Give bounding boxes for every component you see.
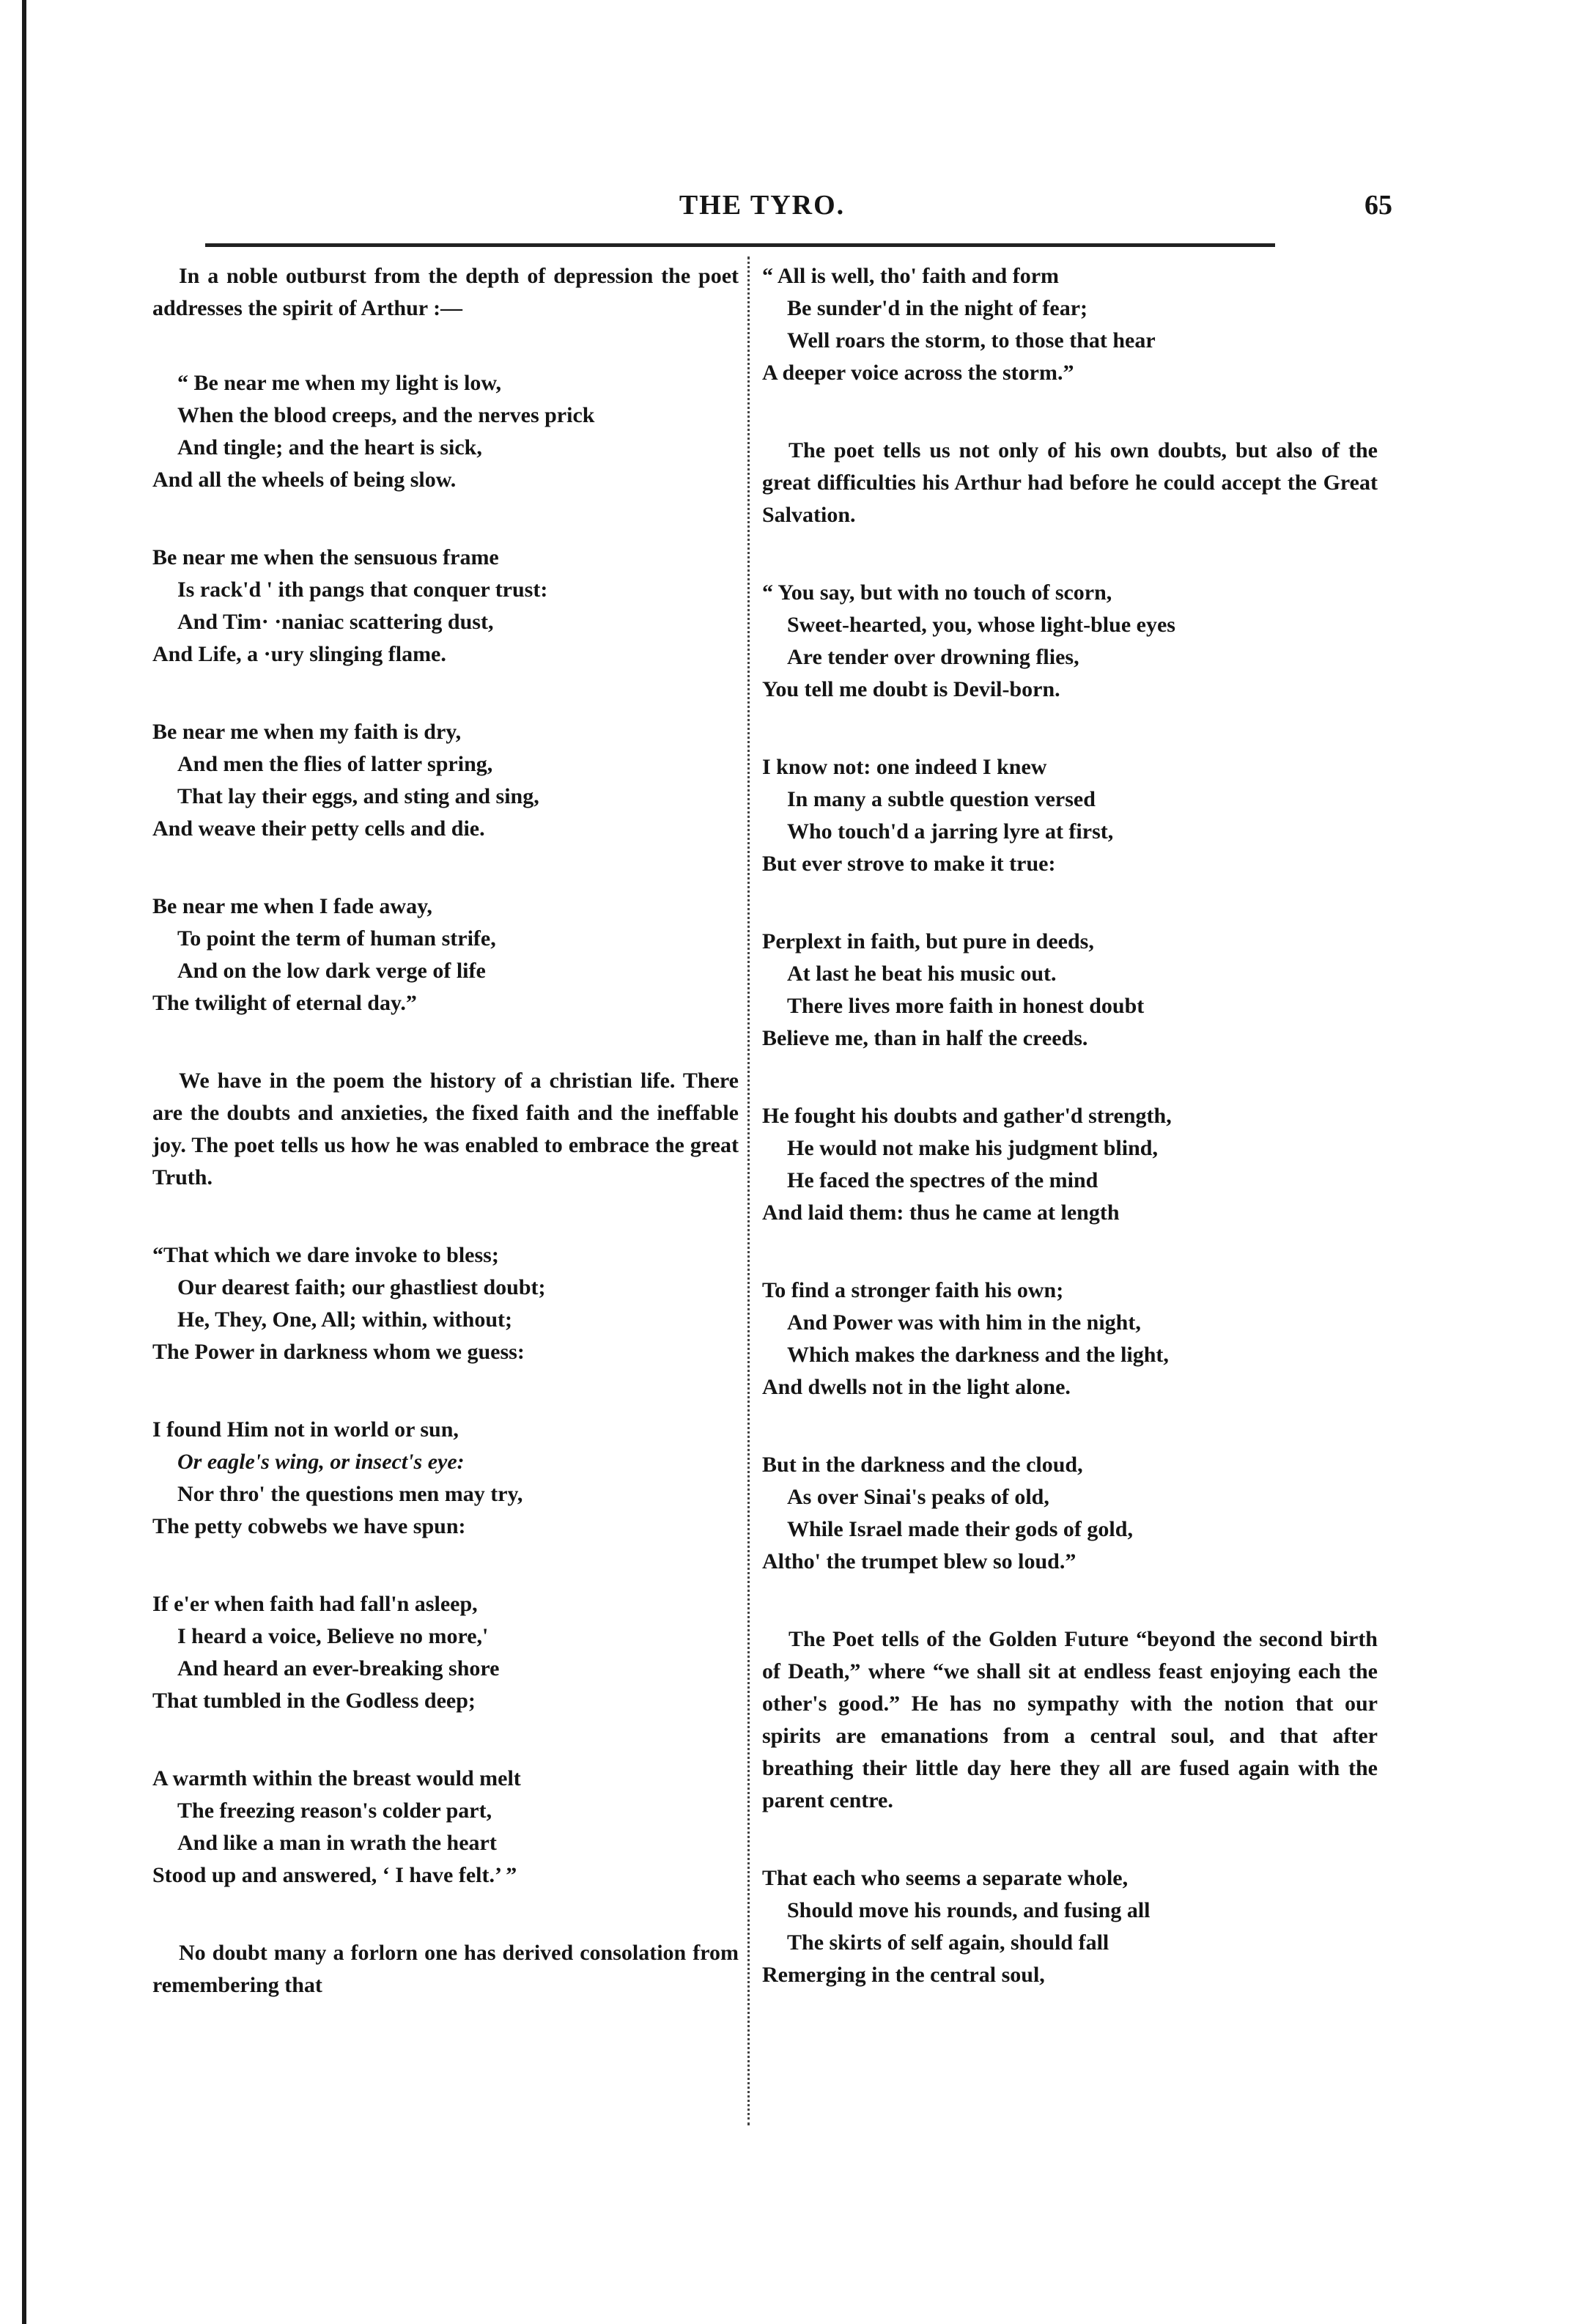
poem-line: But ever strove to make it true: bbox=[762, 852, 1056, 876]
poem-line: And tingle; and the heart is sick, bbox=[177, 435, 482, 460]
column-divider bbox=[747, 257, 750, 2125]
poem-line: At last he beat his music out. bbox=[787, 962, 1057, 986]
poem-line: As over Sinai's peaks of old, bbox=[787, 1485, 1049, 1509]
poem-line: I heard a voice, Believe no more,' bbox=[177, 1624, 489, 1648]
poem-line: And laid them: thus he came at length bbox=[762, 1200, 1120, 1225]
poem-stanza bbox=[762, 1862, 1378, 1991]
poem-line: Remerging in the central soul, bbox=[762, 1963, 1045, 1987]
poem-line: Sweet-hearted, you, whose light-blue eyes bbox=[787, 613, 1175, 637]
poem-stanza bbox=[762, 926, 1378, 1055]
poem-line: Our dearest faith; our ghastliest doubt; bbox=[177, 1275, 546, 1299]
poem-line: “ Be near me when my light is low, bbox=[177, 371, 501, 395]
poem-stanza bbox=[152, 542, 739, 671]
poem-line: “ You say, but with no touch of scorn, bbox=[762, 580, 1112, 605]
poem-stanza bbox=[152, 1414, 739, 1543]
poem-stanza bbox=[152, 890, 739, 1019]
poem-stanza bbox=[152, 1239, 739, 1368]
running-title: THE TYRO. bbox=[679, 190, 846, 221]
poem-line: And dwells not in the light alone. bbox=[762, 1375, 1071, 1399]
page-number: 65 bbox=[1364, 190, 1392, 221]
poem-line: The petty cobwebs we have spun: bbox=[152, 1514, 466, 1538]
poem-line: And like a man in wrath the heart bbox=[177, 1831, 497, 1855]
poem-stanza bbox=[762, 260, 1378, 389]
poem-line: A warmth within the breast would melt bbox=[152, 1766, 521, 1790]
poem-line: That each who seems a separate whole, bbox=[762, 1866, 1129, 1890]
poem-line: Well roars the storm, to those that hear bbox=[787, 328, 1156, 353]
poem-line: If e'er when faith had fall'n asleep, bbox=[152, 1592, 478, 1616]
poem-line: He would not make his judgment blind, bbox=[787, 1136, 1158, 1160]
poem-line: Should move his rounds, and fusing all bbox=[787, 1898, 1151, 1922]
poem-line: I know not: one indeed I knew bbox=[762, 755, 1047, 779]
poem-line: The Power in darkness whom we guess: bbox=[152, 1340, 525, 1364]
header-rule bbox=[205, 243, 1275, 247]
poem-line: “ All is well, tho' faith and form bbox=[762, 264, 1060, 288]
poem-stanza bbox=[152, 1588, 739, 1717]
right-column bbox=[762, 260, 1378, 2037]
poem-line: But in the darkness and the cloud, bbox=[762, 1453, 1083, 1477]
poem-line: There lives more faith in honest doubt bbox=[787, 994, 1145, 1018]
poem-line: The freezing reason's colder part, bbox=[177, 1799, 492, 1823]
poem-line: Be sunder'd in the night of fear; bbox=[787, 296, 1088, 320]
poem-line: He fought his doubts and gather'd strength, bbox=[762, 1104, 1172, 1128]
poem-line: And Tim· ·naniac scattering dust, bbox=[177, 610, 494, 634]
poem-line: Are tender over drowning flies, bbox=[787, 645, 1079, 669]
poem-line: The twilight of eternal day.” bbox=[152, 991, 417, 1015]
poem-stanza bbox=[762, 1449, 1378, 1578]
poem-line: When the blood creeps, and the nerves prick bbox=[177, 403, 595, 427]
poem-line: And weave their petty cells and die. bbox=[152, 816, 485, 841]
poem-line: Nor thro' the questions men may try, bbox=[177, 1482, 523, 1506]
left-column bbox=[152, 260, 739, 2047]
body-paragraph: No doubt many a forlorn one has derived consolation from remembering that bbox=[152, 1941, 739, 1997]
poem-line: “That which we dare invoke to bless; bbox=[152, 1243, 499, 1267]
page-header bbox=[132, 189, 1392, 233]
poem-stanza bbox=[152, 1763, 739, 1892]
poem-stanza bbox=[152, 367, 739, 496]
poem-line: He, They, One, All; within, without; bbox=[177, 1307, 513, 1332]
poem-stanza bbox=[762, 1100, 1378, 1229]
poem-line: And men the flies of latter spring, bbox=[177, 752, 493, 776]
poem-line: Be near me when my faith is dry, bbox=[152, 720, 462, 744]
poem-line: Who touch'd a jarring lyre at first, bbox=[787, 819, 1114, 844]
poem-stanza bbox=[762, 751, 1378, 880]
poem-line: To point the term of human strife, bbox=[177, 926, 496, 951]
poem-line: Perplext in faith, but pure in deeds, bbox=[762, 929, 1094, 953]
poem-stanza bbox=[762, 1274, 1378, 1403]
poem-stanza bbox=[152, 716, 739, 845]
intro-paragraph: In a noble outburst from the depth of depression the poet addresses the spirit of Arthur :— bbox=[152, 264, 739, 320]
body-paragraph: We have in the poem the history of a christian life. There are the doubts and anxieties, the fixed faith and the ineffable joy. The poet tells us how he was enabled to embrace the great Truth. bbox=[152, 1069, 739, 1189]
poem-line: Is rack'd ' ith pangs that conquer trust: bbox=[177, 578, 548, 602]
poem-line: And Life, a ·ury slinging flame. bbox=[152, 642, 446, 666]
body-paragraph: The Poet tells of the Golden Future “beyond the second birth of Death,” where “we shall sit at endless feast enjoying each the other's good.” He has no sympathy with the notion that our spirits are emanations from a central soul, and that after breathing their little day here they all are fused again with the parent centre. bbox=[762, 1627, 1378, 1812]
poem-line: A deeper voice across the storm.” bbox=[762, 361, 1074, 385]
poem-line: In many a subtle question versed bbox=[787, 787, 1096, 811]
poem-line: Be near me when I fade away, bbox=[152, 894, 432, 918]
poem-line: That lay their eggs, and sting and sing, bbox=[177, 784, 539, 808]
poem-line: And on the low dark verge of life bbox=[177, 959, 486, 983]
poem-line: And all the wheels of being slow. bbox=[152, 468, 457, 492]
poem-line: You tell me doubt is Devil-born. bbox=[762, 677, 1060, 701]
binding-edge bbox=[22, 0, 26, 2324]
poem-line: While Israel made their gods of gold, bbox=[787, 1517, 1133, 1541]
poem-line: Stood up and answered, ‘ I have felt.’ ” bbox=[152, 1863, 517, 1887]
poem-line: Believe me, than in half the creeds. bbox=[762, 1026, 1088, 1050]
poem-line: To find a stronger faith his own; bbox=[762, 1278, 1064, 1302]
poem-line: Be near me when the sensuous frame bbox=[152, 545, 499, 569]
poem-line: The skirts of self again, should fall bbox=[787, 1930, 1109, 1955]
poem-line: And Power was with him in the night, bbox=[787, 1310, 1141, 1335]
poem-line: I found Him not in world or sun, bbox=[152, 1417, 459, 1442]
poem-line: And heard an ever-breaking shore bbox=[177, 1656, 500, 1681]
body-paragraph: The poet tells us not only of his own doubts, but also of the great difficulties his Arthur had before he could accept the Great Salvation. bbox=[762, 438, 1378, 527]
poem-line: He faced the spectres of the mind bbox=[787, 1168, 1098, 1192]
poem-stanza bbox=[762, 577, 1378, 706]
poem-line: That tumbled in the Godless deep; bbox=[152, 1689, 476, 1713]
poem-line: Altho' the trumpet blew so loud.” bbox=[762, 1549, 1076, 1574]
poem-line: Or eagle's wing, or insect's eye: bbox=[177, 1450, 465, 1474]
poem-line: Which makes the darkness and the light, bbox=[787, 1343, 1169, 1367]
